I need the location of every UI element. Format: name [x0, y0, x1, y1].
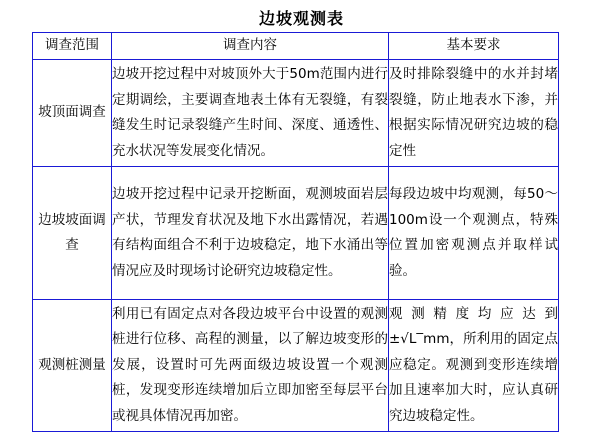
content-cell: 边坡开挖过程中对坡顶外大于50m范围内进行定期调绘，主要调查地表土体有无裂缝，有裂缝发生时记录裂缝产生时间、深度、通透性、充水状况等发展变化情况。 [112, 60, 389, 167]
table-row [33, 60, 559, 167]
header-content: 调查内容 [112, 33, 389, 60]
requirement-cell: 每段边坡中均观测，每50～100m设一个观测点，特殊位置加密观测点并取样试验。 [389, 167, 559, 300]
requirement-cell: 观测精度均应达到±√L‾mm，所利用的固定点应稳定。观测到变形连续增加且速率加大时，应认真研究边坡稳定性。 [389, 300, 559, 432]
table-header-row [33, 33, 559, 60]
requirement-cell: 及时排除裂缝中的水并封堵裂缝，防止地表水下渗，并根据实际情况研究边坡的稳定性 [389, 60, 559, 167]
header-scope: 调查范围 [33, 33, 112, 60]
page-title: 边坡观测表 [258, 9, 344, 28]
scope-cell: 边坡坡面调查 [33, 167, 112, 300]
scope-cell: 坡顶面调查 [33, 60, 112, 167]
content-cell: 边坡开挖过程中记录开挖断面，观测坡面岩层产状，节理发育状况及地下水出露情况，若遇有结构面组合不利于边坡稳定，地下水涌出等情况应及时现场讨论研究边坡稳定性。 [112, 167, 389, 300]
table-row [33, 300, 559, 432]
scope-cell: 观测桩测量 [33, 300, 112, 432]
slope-observation-table [32, 32, 559, 432]
header-requirement: 基本要求 [389, 33, 559, 60]
table-row [33, 167, 559, 300]
content-cell: 利用已有固定点对各段边坡平台中设置的观测桩进行位移、高程的测量，以了解边坡变形的发展，设置时可先两面级边坡设置一个观测桩，发现变形连续增加后立即加密至每层平台或视具体情况再加密。 [112, 300, 389, 432]
